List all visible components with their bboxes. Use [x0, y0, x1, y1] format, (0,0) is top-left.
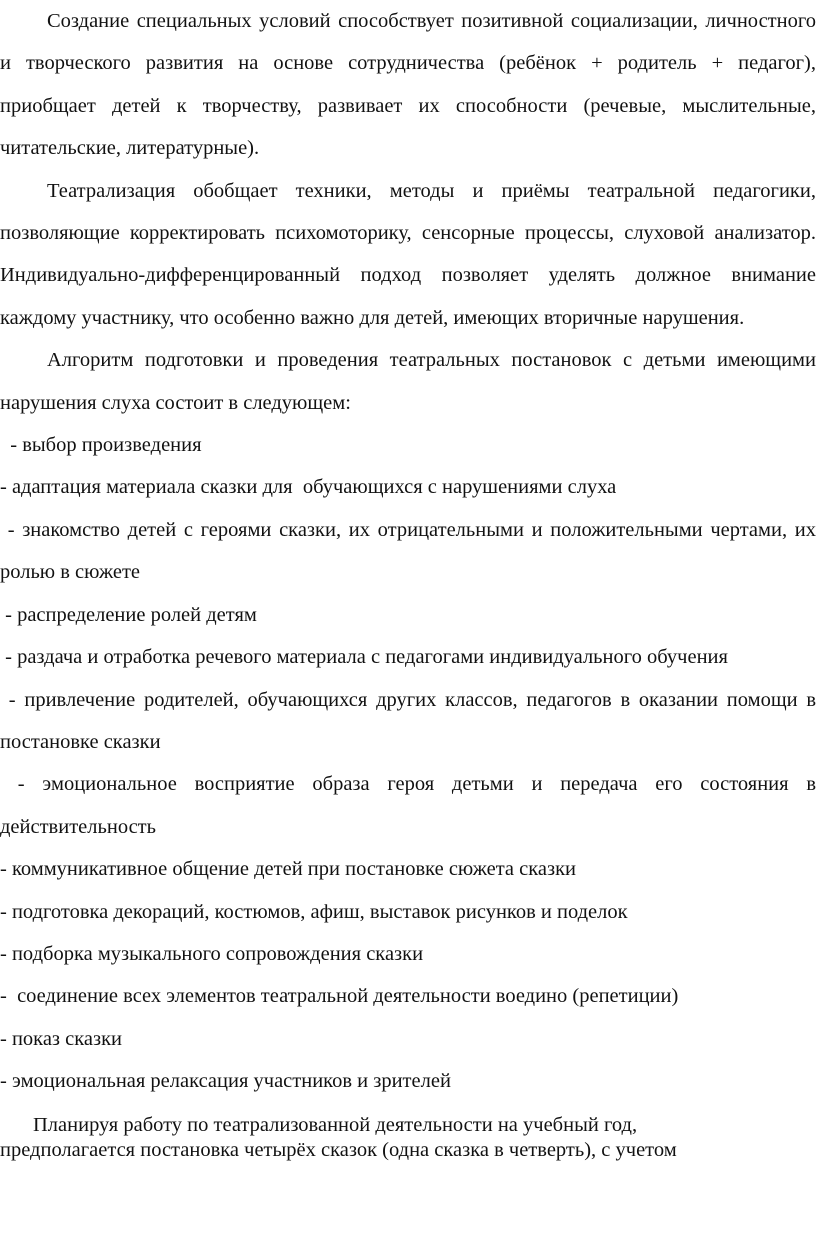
algorithm-list	[0, 424, 816, 1103]
list-item: - эмоциональная релаксация участников и зрителей	[0, 1070, 451, 1093]
paragraph-planning	[0, 1103, 816, 1163]
list-item: - адаптация материала сказки для обучающихся с нарушениями слуха	[0, 476, 617, 499]
planning-line-1: Планируя работу по театрализованной деятельности на учебный год,	[33, 1113, 638, 1136]
paragraph-theatricalization: Театрализация обобщает техники, методы и приёмы театральной педагогики, позволяющие корректировать психомоторику, сенсорные процессы, слуховой анализатор. Индивидуально-дифференцированный подход позволяет уделять должное внимание каждому участнику, что особенно важно для детей, имеющих вторичные нарушения.	[0, 179, 816, 329]
list-item: - соединение всех элементов театральной деятельности воедино (репетиции)	[0, 985, 679, 1008]
list-item: - подготовка декораций, костюмов, афиш, выставок рисунков и поделок	[0, 900, 628, 923]
list-item: - эмоциональное восприятие образа героя детьми и передача его состояния в действительность	[0, 773, 816, 838]
list-item: - знакомство детей с героями сказки, их отрицательными и положительными чертами, их ролью в сюжете	[0, 518, 816, 584]
paragraph-algorithm-intro: Алгоритм подготовки и проведения театральных постановок с детьми имеющими нарушения слуха состоит в следующем:	[0, 349, 816, 414]
paragraph-socialization: Создание специальных условий способствует позитивной социализации, личностного и творческого развития на основе сотрудничества (ребёнок + родитель + педагог), приобщает детей к творчеству, развивает их способности (речевые, мыслительные, читательские, литературные).	[0, 10, 816, 160]
list-item: - раздача и отработка речевого материала с педагогами индивидуального обучения	[0, 646, 728, 669]
list-item: - показ сказки	[0, 1027, 123, 1050]
list-item: - выбор произведения	[0, 434, 202, 457]
list-item: - коммуникативное общение детей при постановке сюжета сказки	[0, 858, 577, 881]
planning-line-2: предполагается постановка четырёх сказок (одна сказка в четверть), с учетом	[0, 1138, 677, 1161]
list-item: - привлечение родителей, обучающихся других классов, педагогов в оказании помощи в постановке сказки	[0, 688, 816, 753]
list-item: - подборка музыкального сопровождения сказки	[0, 942, 424, 965]
list-item: - распределение ролей детям	[0, 603, 257, 626]
